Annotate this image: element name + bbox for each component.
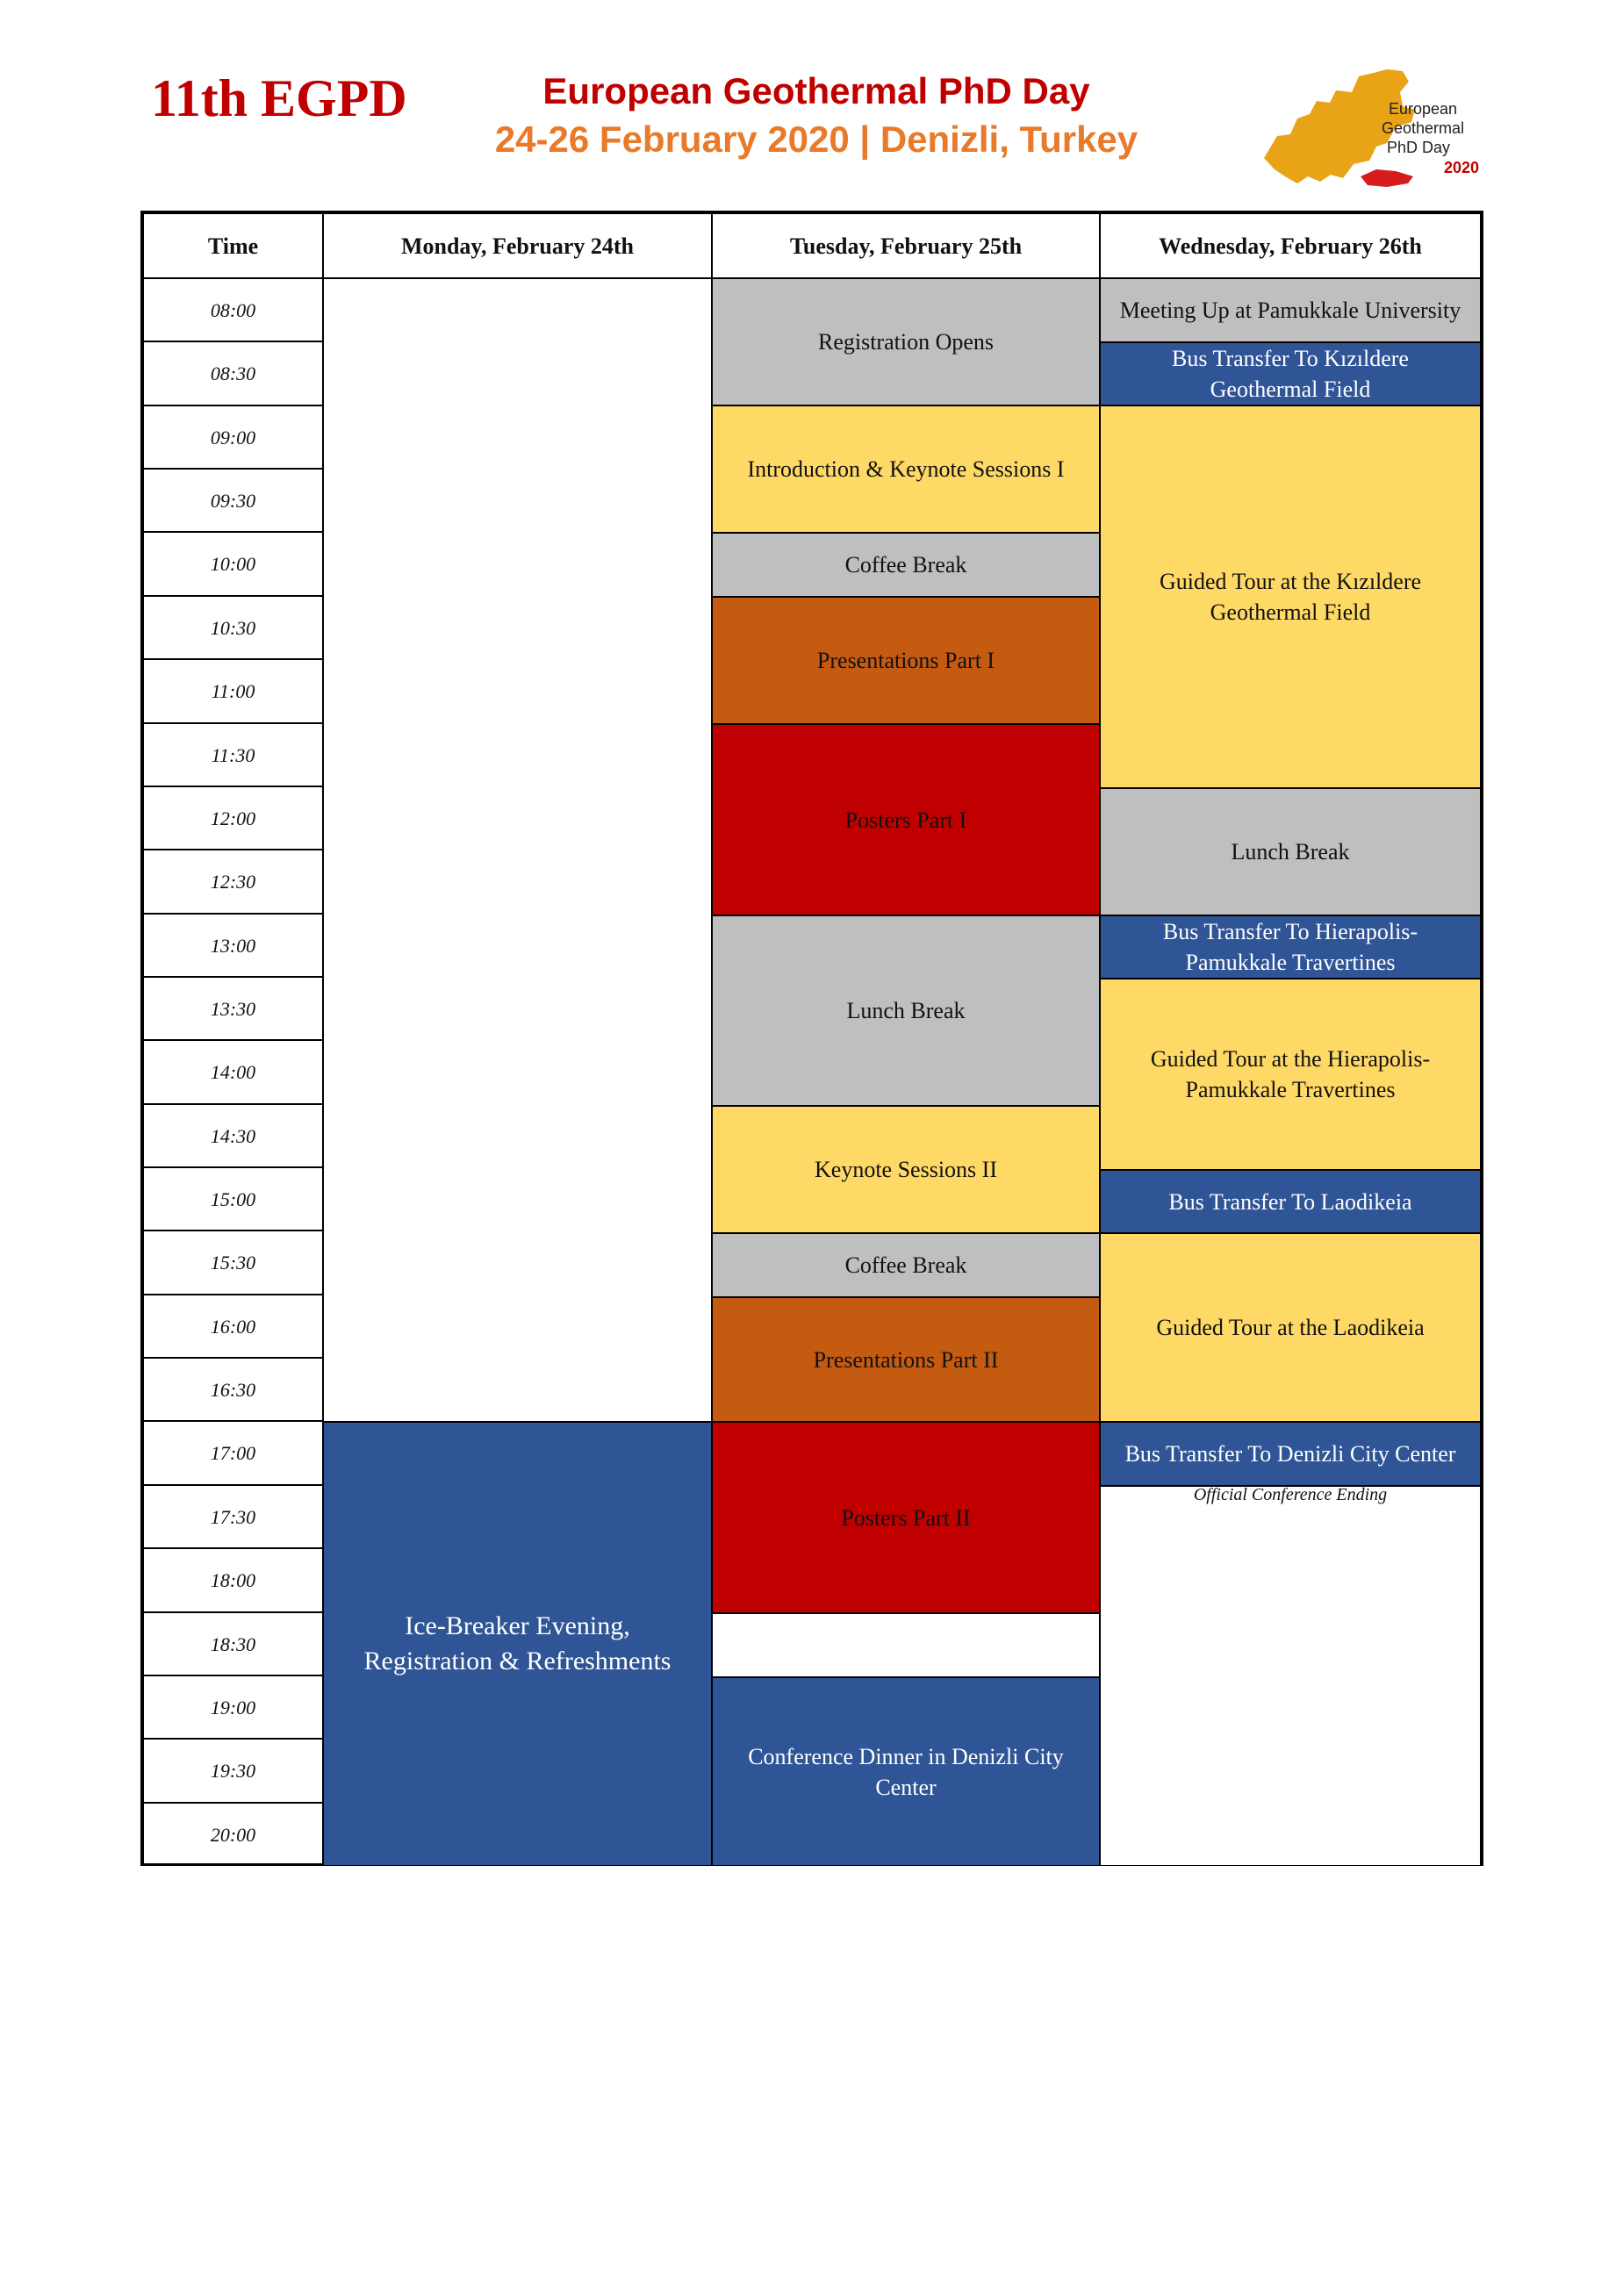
conference-acronym: 11th EGPD (151, 69, 407, 127)
egpd-logo (1255, 66, 1492, 197)
tuesday-free-slot (712, 1613, 1100, 1677)
wednesday-bus-kizildere: Bus Transfer To Kızıldere Geothermal Field (1100, 342, 1481, 405)
time-slot: 16:30 (143, 1358, 323, 1421)
time-slot: 08:00 (143, 278, 323, 341)
time-slot: 18:00 (143, 1548, 323, 1612)
time-slot: 18:30 (143, 1612, 323, 1675)
header-wednesday: Wednesday, February 26th (1100, 213, 1481, 278)
tuesday-intro-keynote: Introduction & Keynote Sessions I (712, 405, 1100, 533)
time-slot: 10:00 (143, 532, 323, 596)
header-time: Time (143, 213, 323, 278)
tuesday-registration: Registration Opens (712, 278, 1100, 405)
time-slot: 09:00 (143, 405, 323, 469)
time-slot: 15:30 (143, 1231, 323, 1295)
official-conference-ending: Official Conference Ending (1193, 1485, 1388, 1504)
tuesday-conference-dinner: Conference Dinner in Denizli City Center (712, 1677, 1100, 1866)
wednesday-tour-kizildere: Guided Tour at the Kızıldere Geothermal Field (1100, 405, 1481, 788)
tuesday-presentations-2: Presentations Part II (712, 1297, 1100, 1422)
tuesday-coffee-break-2: Coffee Break (712, 1233, 1100, 1297)
tuesday-lunch-break: Lunch Break (712, 915, 1100, 1106)
logo-line-1: European (1389, 100, 1458, 118)
wednesday-meeting-up: Meeting Up at Pamukkale University (1100, 278, 1481, 342)
time-slot: 15:00 (143, 1167, 323, 1231)
wednesday-tour-laodikeia: Guided Tour at the Laodikeia (1100, 1233, 1481, 1422)
time-slot: 17:00 (143, 1421, 323, 1485)
time-slot: 17:30 (143, 1485, 323, 1548)
logo-line-3: PhD Day (1387, 139, 1451, 156)
wednesday-tour-hierapolis: Guided Tour at the Hierapolis-Pamukkale Travertines (1100, 979, 1481, 1170)
tuesday-presentations-1: Presentations Part I (712, 597, 1100, 724)
monday-icebreaker: Ice-Breaker Evening, Registration & Refreshments (323, 1422, 712, 1866)
time-slot: 16:00 (143, 1295, 323, 1358)
tuesday-coffee-break-1: Coffee Break (712, 533, 1100, 597)
time-slot: 12:00 (143, 786, 323, 850)
wednesday-free-slot (1100, 1486, 1481, 1866)
logo-line-2: Geothermal (1382, 119, 1465, 137)
time-slot: 19:30 (143, 1739, 323, 1803)
time-slot: 12:30 (143, 850, 323, 914)
time-slot: 19:00 (143, 1675, 323, 1739)
time-slot: 14:30 (143, 1104, 323, 1167)
tuesday-posters-2: Posters Part II (712, 1422, 1100, 1613)
wednesday-lunch-break: Lunch Break (1100, 788, 1481, 915)
logo-year: 2020 (1444, 159, 1480, 176)
conference-title: European Geothermal PhD Day (542, 70, 1090, 111)
time-slot: 13:30 (143, 977, 323, 1040)
time-slot: 13:00 (143, 914, 323, 977)
time-slot: 11:00 (143, 659, 323, 723)
header-monday: Monday, February 24th (323, 213, 712, 278)
header-tuesday: Tuesday, February 25th (712, 213, 1100, 278)
conference-dates: 24-26 February 2020 | Denizli, Turkey (494, 118, 1138, 160)
wednesday-bus-denizli: Bus Transfer To Denizli City Center (1100, 1422, 1481, 1486)
time-slot: 20:00 (143, 1803, 323, 1866)
tuesday-keynote-2: Keynote Sessions II (712, 1106, 1100, 1233)
wednesday-bus-hierapolis: Bus Transfer To Hierapolis-Pamukkale Travertines (1100, 915, 1481, 979)
wednesday-bus-laodikeia: Bus Transfer To Laodikeia (1100, 1170, 1481, 1233)
time-slot: 08:30 (143, 341, 323, 405)
schedule-table (140, 211, 1483, 1866)
tuesday-posters-1: Posters Part I (712, 724, 1100, 915)
time-slot: 14:00 (143, 1040, 323, 1104)
time-slot: 11:30 (143, 723, 323, 786)
time-slot: 10:30 (143, 596, 323, 659)
time-slot: 09:30 (143, 469, 323, 532)
monday-free-slot (323, 278, 712, 1422)
